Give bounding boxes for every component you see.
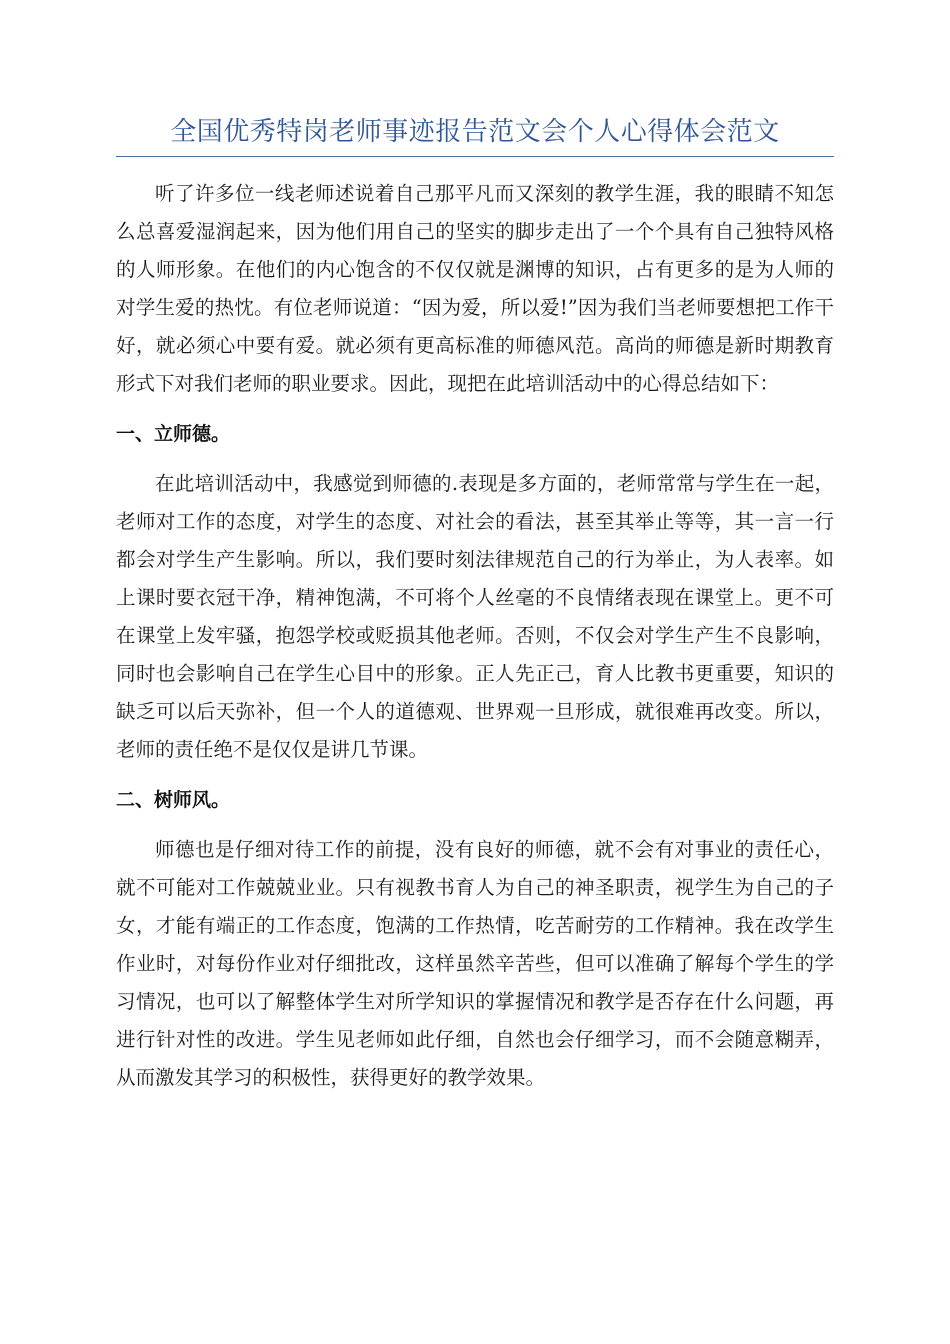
section-heading-1: 一、立师德。 — [116, 423, 231, 445]
section-paragraph-2: 师德也是仔细对待工作的前提，没有良好的师德，就不会有对事业的责任心，就不可能对工作兢兢业业。只有视教书育人为自己的神圣职责，视学生为自己的子女，才能有端正的工作态度，饱满的工作热情，吃苦耐劳的工作精神。我在改学生作业时，对每份作业对仔细批改，这样虽然辛苦些，但可以准确了解每个学生的学习情况，也可以了解整体学生对所学知识的掌握情况和教学是否存在什么问题，再进行针对性的改进。学生见老师如此仔细，自然也会仔细学习，而不会随意糊弄，从而激发其学习的积极性，获得更好的教学效果。 — [116, 838, 834, 1089]
intro-paragraph: 听了许多位一线老师述说着自己那平凡而又深刻的教学生涯，我的眼睛不知怎么总喜爱湿润起来，因为他们用自己的坚实的脚步走出了一个个具有自己独特风格的人师形象。在他们的内心饱含的不仅仅就是渊博的知识，占有更多的是为人师的对学生爱的热忱。有位老师说道：“因为爱，所以爱!”因为我们当老师要想把工作干好，就必须心中要有爱。就必须有更高标准的师德风范。高尚的师德是新时期教育形式下对我们老师的职业要求。因此，现把在此培训活动中的心得总结如下： — [116, 182, 834, 395]
title-block — [116, 112, 834, 157]
section-paragraph-1: 在此培训活动中，我感觉到师德的.表现是多方面的，老师常常与学生在一起，老师对工作的态度，对学生的态度、对社会的看法，甚至其举止等等，其一言一行都会对学生产生影响。所以，我们要时刻法律规范自己的行为举止，为人表率。如上课时要衣冠干净，精神饱满，不可将个人丝毫的不良情绪表现在课堂上。更不可在课堂上发牢骚，抱怨学校或贬损其他老师。否则，不仅会对学生产生不良影响，同时也会影响自己在学生心目中的形象。正人先正己，育人比教书更重要，知识的缺乏可以后天弥补，但一个人的道德观、世界观一旦形成，就很难再改变。所以，老师的责任绝不是仅仅是讲几节课。 — [116, 472, 834, 761]
document-title: 全国优秀特岗老师事迹报告范文会个人心得体会范文 — [170, 117, 780, 147]
document-body — [116, 175, 834, 1097]
section-heading-2: 二、树师风。 — [116, 789, 231, 811]
